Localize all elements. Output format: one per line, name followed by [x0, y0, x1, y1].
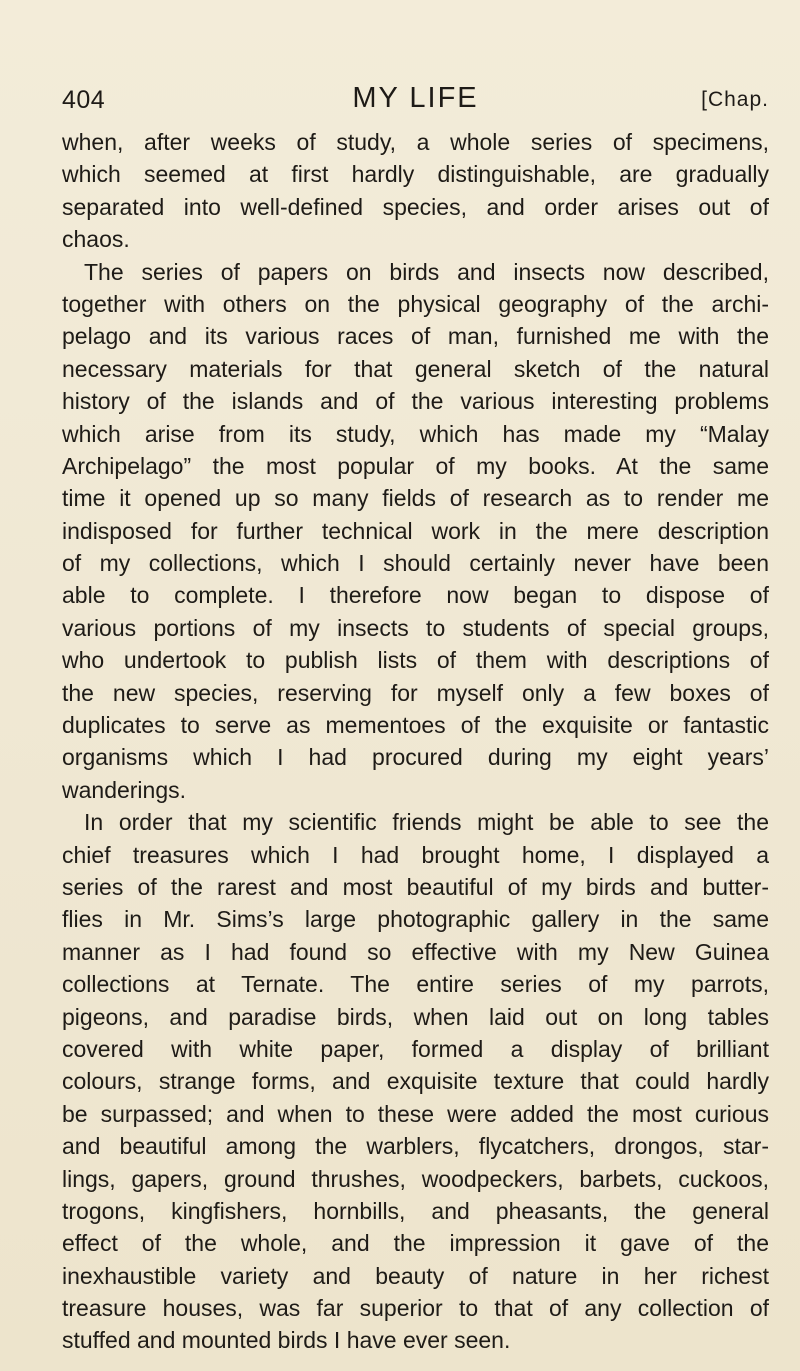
paragraph-end-line: chaos. — [62, 226, 130, 253]
text-line: when, after weeks of study, a whole series of specimens, — [62, 129, 769, 155]
paragraph-end-line: stuffed and mounted birds I have ever seen. — [62, 1327, 511, 1354]
text-line: colours, strange forms, and exquisite texture that could hardly — [62, 1068, 769, 1095]
text-line: inexhaustible variety and beauty of nature in her richest — [62, 1262, 769, 1289]
text-line: trogons, kingfishers, hornbills, and pheasants, the general — [62, 1197, 769, 1224]
text-line: which arise from its study, which has made my “Malay — [62, 420, 769, 447]
text-line: together with others on the physical geography of the archi- — [62, 290, 769, 317]
text-line: lings, gapers, ground thrushes, woodpeckers, barbets, cuckoos, — [62, 1165, 769, 1192]
text-line: and beautiful among the warblers, flycatchers, drongos, star- — [62, 1133, 769, 1160]
text-line: pigeons, and paradise birds, when laid out on long tables — [62, 1003, 769, 1030]
text-line: manner as I had found so effective with my New Guinea — [62, 938, 769, 965]
text-line: pelago and its various races of man, furnished me with the — [62, 323, 769, 350]
text-line: indisposed for further technical work in the mere description — [62, 517, 769, 544]
text-line: which seemed at first hardly distinguishable, are gradually — [62, 161, 769, 188]
text-line: covered with white paper, formed a display of brilliant — [62, 1035, 769, 1062]
text-line: of my collections, which I should certainly never have been — [62, 550, 769, 577]
text-line: be surpassed; and when to these were added the most curious — [62, 1100, 769, 1127]
text-line: history of the islands and of the various interesting problems — [62, 388, 769, 415]
paragraph-start-line: In order that my scientific friends might be able to see the — [84, 809, 769, 836]
text-line: the new species, reserving for myself only a few boxes of — [62, 679, 769, 706]
text-line: series of the rarest and most beautiful of my birds and butter- — [62, 873, 769, 900]
text-line: organisms which I had procured during my eight years’ — [62, 744, 769, 771]
page-number: 404 — [62, 86, 106, 114]
text-line: collections at Ternate. The entire series of my parrots, — [62, 971, 769, 998]
text-line: flies in Mr. Sims’s large photographic gallery in the same — [62, 906, 769, 933]
text-line: treasure houses, was far superior to that of any collection of — [62, 1295, 769, 1322]
text-line: various portions of my insects to students of special groups, — [62, 614, 769, 641]
text-line: effect of the whole, and the impression it gave of the — [62, 1230, 769, 1257]
paragraph-start-line: The series of papers on birds and insects now described, — [84, 258, 769, 285]
text-line: chief treasures which I had brought home, I displayed a — [62, 841, 769, 868]
text-line: duplicates to serve as mementoes of the exquisite or fantastic — [62, 712, 769, 739]
running-header — [62, 82, 769, 122]
text-line: Archipelago” the most popular of my books. At the same — [62, 452, 769, 479]
text-line: time it opened up so many fields of research as to render me — [62, 485, 769, 512]
paragraph-end-line: wanderings. — [62, 776, 187, 803]
running-title: MY LIFE — [352, 82, 479, 114]
body-text — [62, 126, 769, 1357]
text-line: separated into well-defined species, and order arises out of — [62, 193, 769, 220]
text-line: who undertook to publish lists of them with descriptions of — [62, 647, 769, 674]
text-line: able to complete. I therefore now began to dispose of — [62, 582, 769, 609]
text-line: necessary materials for that general sketch of the natural — [62, 355, 769, 382]
chapter-reference: [Chap. — [701, 88, 769, 111]
